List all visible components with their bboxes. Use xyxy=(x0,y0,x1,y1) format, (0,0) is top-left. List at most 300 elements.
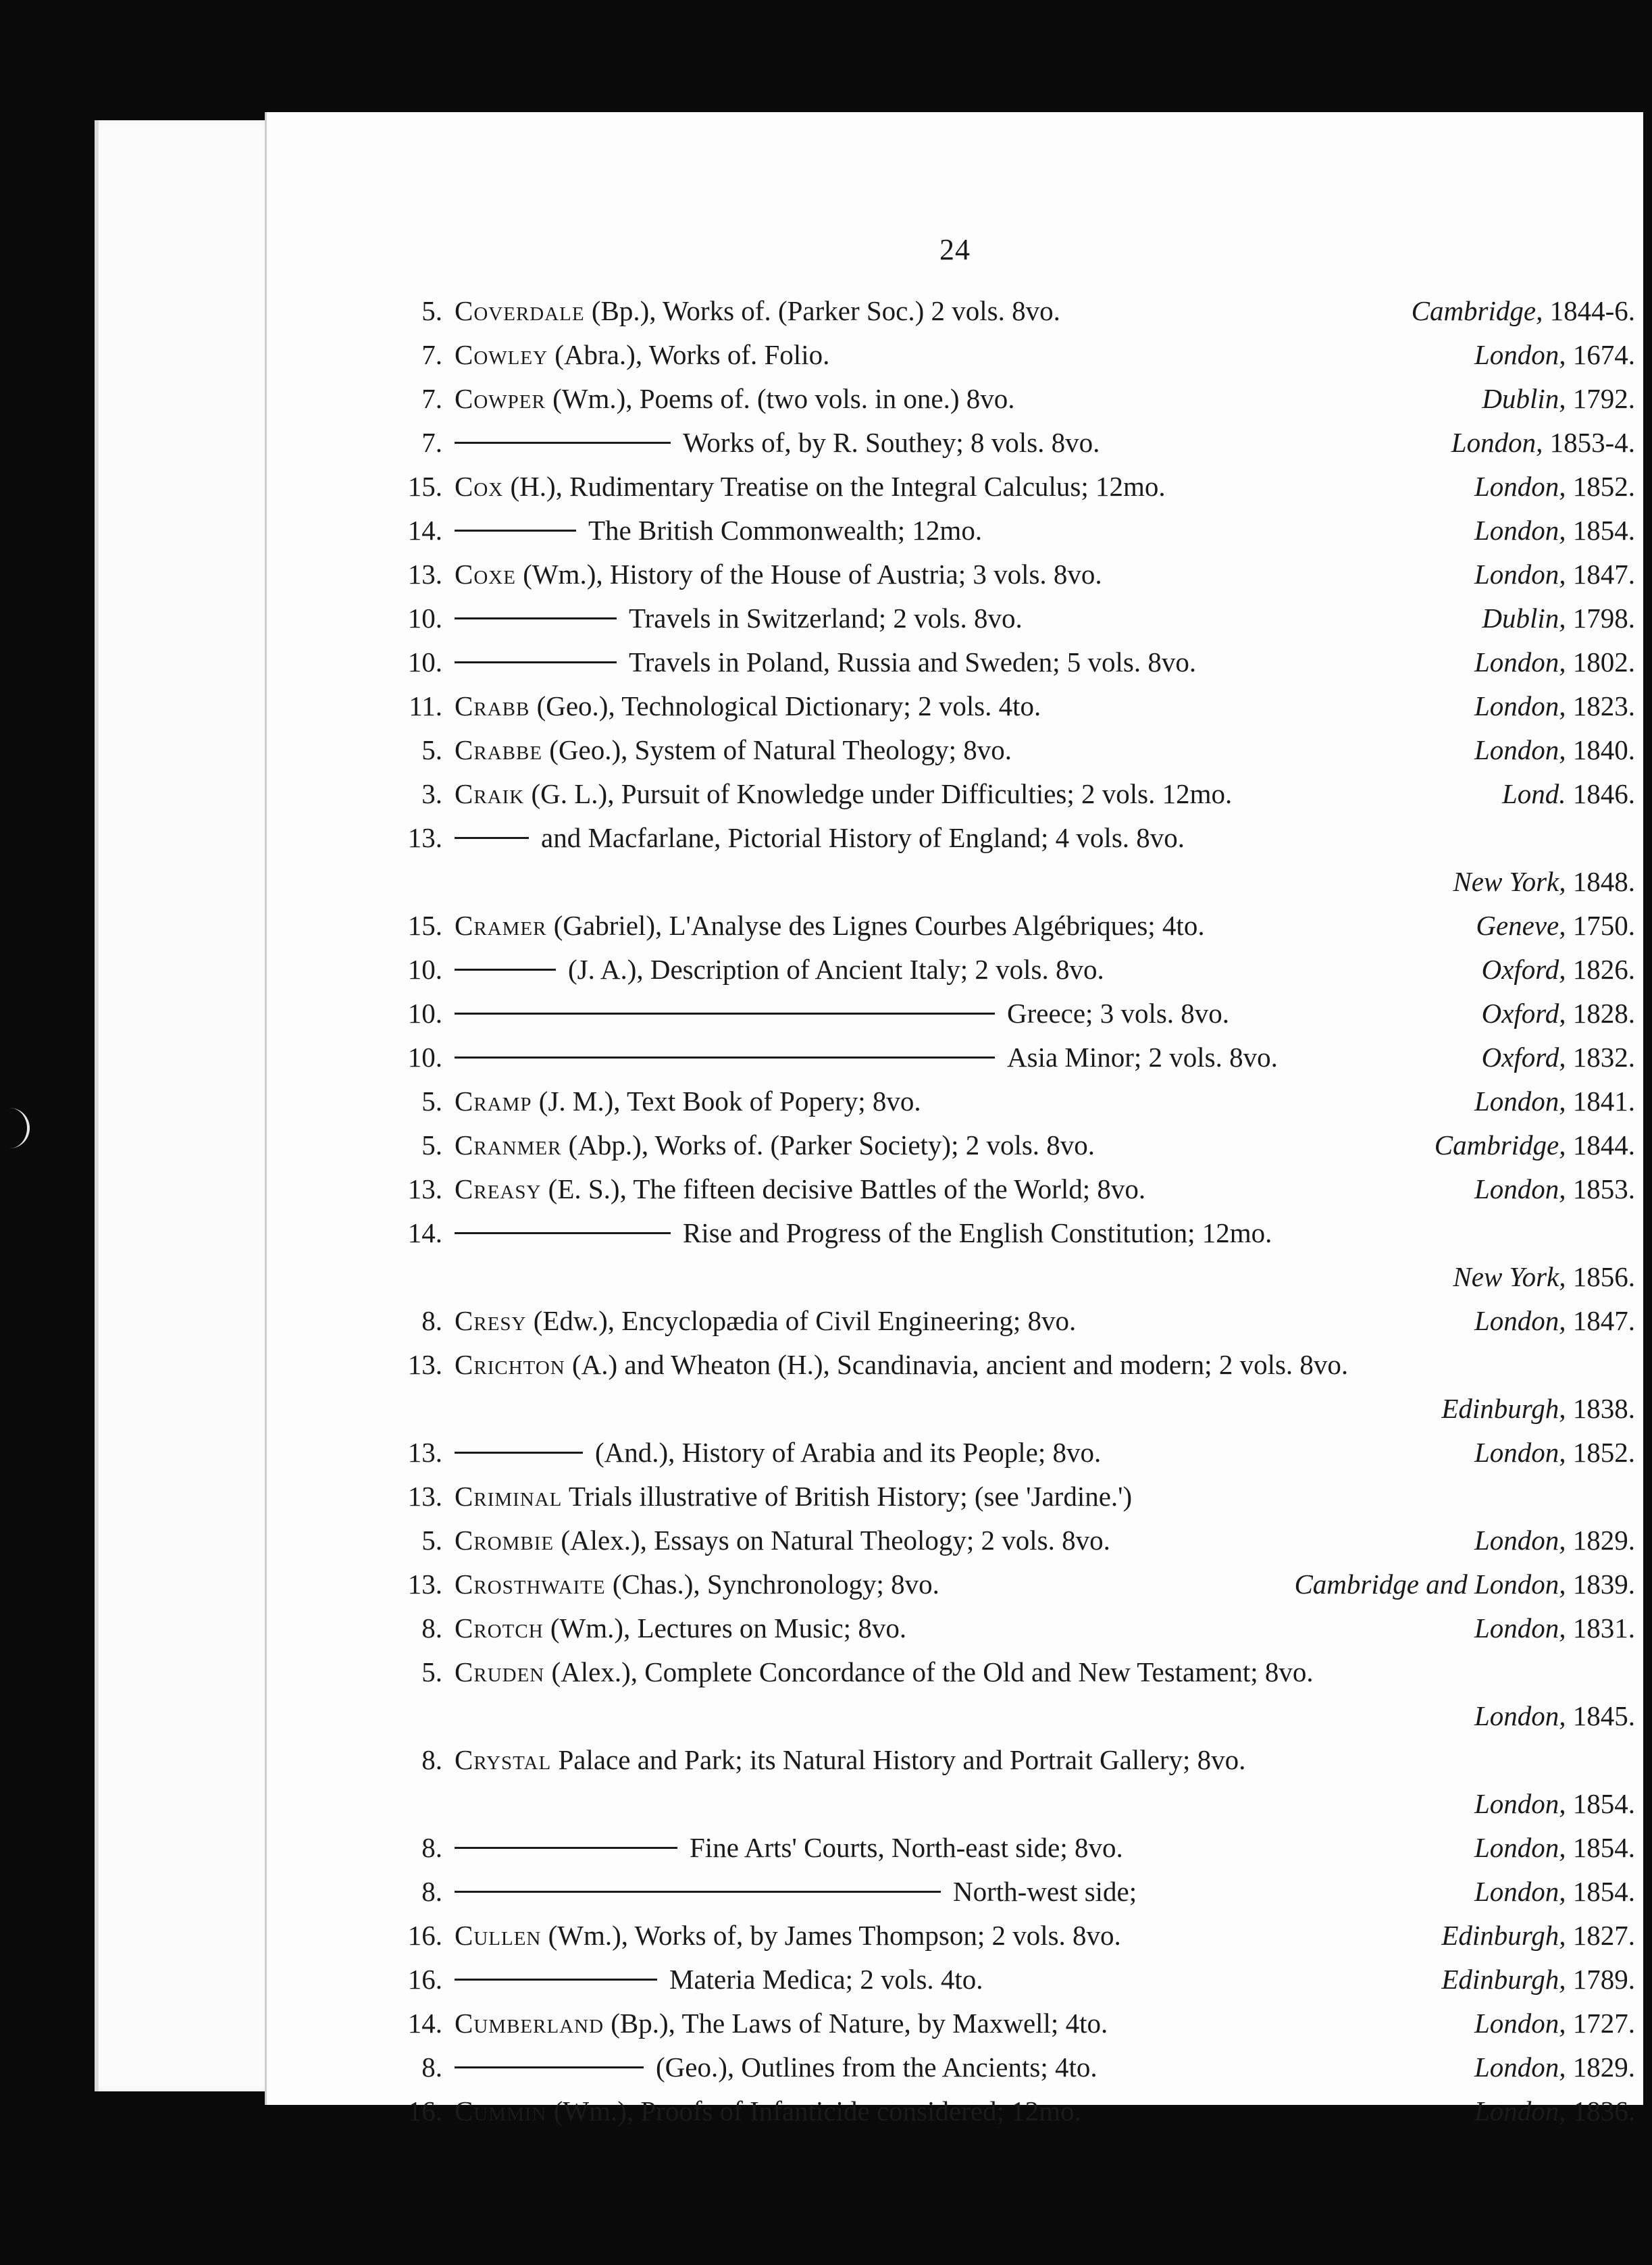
imprint-place: Cambridge and London, xyxy=(1294,1569,1566,1600)
imprint-year: 1802. xyxy=(1566,646,1635,678)
entry-number: 10. xyxy=(407,1042,442,1073)
catalog-entry xyxy=(375,1958,1635,2002)
catalog-entry xyxy=(375,992,1635,1036)
entry-description xyxy=(455,1914,1121,1958)
entry-title: (H.), Rudimentary Treatise on the Integral Calculus; 12mo. xyxy=(503,471,1166,502)
imprint-place: London, xyxy=(1474,1700,1566,1731)
catalog-entry xyxy=(375,2045,1635,2089)
entry-number: 14. xyxy=(407,515,442,546)
entry-number: 8. xyxy=(421,1305,442,1336)
imprint-year: 1854. xyxy=(1566,515,1635,546)
catalog-entry xyxy=(375,684,1635,728)
imprint-place: Oxford, xyxy=(1481,954,1566,985)
entry-title: (J. M.), Text Book of Popery; 8vo. xyxy=(532,1086,921,1117)
imprint xyxy=(1441,1958,1635,2002)
entry-title: (Wm.), Poems of. (two vols. in one.) 8vo. xyxy=(545,383,1015,414)
imprint-year: 1727. xyxy=(1566,2008,1635,2039)
imprint-year: 1854. xyxy=(1566,1876,1635,1907)
ditto-rule xyxy=(455,530,576,532)
catalog-entry xyxy=(375,904,1635,948)
imprint xyxy=(1474,2002,1635,2045)
imprint xyxy=(1474,1079,1635,1123)
entry-number: 8. xyxy=(421,1832,442,1863)
entry-title: The British Commonwealth; 12mo. xyxy=(588,515,983,546)
imprint xyxy=(1435,1123,1635,1167)
author-name: Crichton xyxy=(455,1349,565,1380)
imprint-place: London, xyxy=(1474,1305,1566,1336)
catalog-entry xyxy=(375,421,1635,465)
imprint-year: 1829. xyxy=(1566,2052,1635,2083)
catalog-entry xyxy=(375,1475,1635,1519)
entry-description xyxy=(455,289,1060,333)
imprint xyxy=(1441,1914,1635,1958)
entry-number: 5. xyxy=(421,1656,442,1687)
catalog-entry xyxy=(375,1211,1635,1255)
imprint-place: London, xyxy=(1474,559,1566,590)
entry-title: (Abp.), Works of. (Parker Society); 2 vols. 8vo. xyxy=(561,1129,1095,1161)
imprint xyxy=(1474,2089,1635,2133)
imprint xyxy=(1474,1606,1635,1650)
entry-description xyxy=(455,772,1232,816)
entry-title: Fine Arts' Courts, North-east side; 8vo. xyxy=(690,1832,1123,1863)
entry-description xyxy=(455,377,1015,421)
catalog-entry xyxy=(375,728,1635,772)
entry-number: 13. xyxy=(407,1481,442,1512)
catalog-entry xyxy=(375,1343,1635,1387)
entry-number: 13. xyxy=(407,1173,442,1204)
entry-title: (Wm.), Works of, by James Thompson; 2 vols. 8vo. xyxy=(541,1920,1121,1951)
author-name: Coverdale xyxy=(455,295,585,326)
entry-description xyxy=(455,421,1100,465)
entry-title: Greece; 3 vols. 8vo. xyxy=(1007,998,1230,1029)
entry-number: 8. xyxy=(421,1876,442,1907)
author-name: Cruden xyxy=(455,1656,545,1687)
imprint-place: London, xyxy=(1474,2052,1566,2083)
entry-number: 14. xyxy=(407,2008,442,2039)
imprint xyxy=(1474,1431,1635,1475)
catalog-entry xyxy=(375,1387,1635,1431)
catalog-entry xyxy=(375,465,1635,509)
catalog-entry xyxy=(375,1694,1635,1738)
author-name: Crystal xyxy=(455,1744,552,1775)
author-name: Cox xyxy=(455,471,504,502)
ditto-rule xyxy=(455,1452,583,1454)
imprint-year: 1789. xyxy=(1566,1964,1635,1995)
entry-description xyxy=(455,1036,1278,1079)
imprint xyxy=(1474,1826,1635,1870)
entry-number: 5. xyxy=(421,1525,442,1556)
ditto-rule xyxy=(455,661,617,663)
imprint-year: 1829. xyxy=(1566,1525,1635,1556)
imprint-place: Cambridge, xyxy=(1411,295,1543,326)
entry-description xyxy=(455,1650,1314,1694)
catalog-entry xyxy=(375,1299,1635,1343)
imprint xyxy=(1474,1870,1635,1914)
entry-title: (Geo.), System of Natural Theology; 8vo. xyxy=(542,734,1012,765)
entry-number: 13. xyxy=(407,1349,442,1380)
imprint xyxy=(1474,728,1635,772)
imprint-year: 1823. xyxy=(1566,690,1635,721)
imprint xyxy=(1482,992,1635,1036)
entry-title: Works of, by R. Southey; 8 vols. 8vo. xyxy=(683,427,1100,458)
imprint xyxy=(1474,1694,1635,1738)
imprint-place: Oxford, xyxy=(1481,998,1566,1029)
catalog-entry xyxy=(375,1036,1635,1079)
entry-title: Asia Minor; 2 vols. 8vo. xyxy=(1007,1042,1278,1073)
entry-number: 10. xyxy=(407,646,442,678)
entry-number: 8. xyxy=(421,1612,442,1644)
catalog-entry xyxy=(375,1431,1635,1475)
author-name: Crotch xyxy=(455,1612,544,1644)
ditto-rule xyxy=(455,1232,671,1234)
entry-description xyxy=(455,1299,1076,1343)
author-name: Cresy xyxy=(455,1305,527,1336)
entry-description xyxy=(455,596,1023,640)
catalog-entry xyxy=(375,1606,1635,1650)
entry-number: 11. xyxy=(409,690,442,721)
imprint-place: London, xyxy=(1474,1832,1566,1863)
imprint-place: Edinburgh, xyxy=(1441,1393,1566,1424)
imprint-year: 1798. xyxy=(1566,603,1635,634)
entry-description xyxy=(455,1738,1245,1782)
imprint-place: London, xyxy=(1474,1437,1566,1468)
imprint-year: 1844. xyxy=(1566,1129,1635,1161)
page-number: 24 xyxy=(939,233,971,266)
imprint xyxy=(1441,1387,1635,1431)
imprint-year: 1847. xyxy=(1566,559,1635,590)
catalog-entry xyxy=(375,1562,1635,1606)
entry-title: Materia Medica; 2 vols. 4to. xyxy=(669,1964,983,1995)
entry-description xyxy=(455,1826,1123,1870)
entry-title: (Bp.), Works of. (Parker Soc.) 2 vols. 8vo. xyxy=(584,295,1060,326)
imprint xyxy=(1474,1299,1635,1343)
imprint-year: 1854. xyxy=(1566,1832,1635,1863)
entry-number: 13. xyxy=(407,559,442,590)
catalog-entry xyxy=(375,2002,1635,2045)
entry-description xyxy=(455,948,1104,992)
imprint-place: London, xyxy=(1474,734,1566,765)
ditto-rule xyxy=(455,1979,657,1981)
catalog-entry xyxy=(375,1167,1635,1211)
catalog-entry xyxy=(375,1914,1635,1958)
entry-description xyxy=(455,1343,1348,1387)
author-name: Crosthwaite xyxy=(455,1569,606,1600)
catalog-entry xyxy=(375,2089,1635,2133)
catalog-entry xyxy=(375,596,1635,640)
author-name: Craik xyxy=(455,778,525,809)
entry-title: (J. A.), Description of Ancient Italy; 2 vols. 8vo. xyxy=(568,954,1104,985)
entry-title: Rise and Progress of the English Constitution; 12mo. xyxy=(683,1217,1272,1248)
imprint-year: 1841. xyxy=(1566,1086,1635,1117)
entry-title: (Abra.), Works of. Folio. xyxy=(548,339,830,370)
imprint-place: London, xyxy=(1474,1876,1566,1907)
entry-title: (Chas.), Synchronology; 8vo. xyxy=(605,1569,939,1600)
catalog-page xyxy=(265,112,1643,2127)
entry-title: (Gabriel), L'Analyse des Lignes Courbes Algébriques; 4to. xyxy=(546,910,1205,941)
imprint-year: 1828. xyxy=(1566,998,1635,1029)
entry-title: (And.), History of Arabia and its People; 8vo. xyxy=(595,1437,1102,1468)
entry-title: (Wm.), Lectures on Music; 8vo. xyxy=(543,1612,907,1644)
imprint xyxy=(1482,596,1635,640)
imprint-place: London, xyxy=(1474,471,1566,502)
imprint-place: Edinburgh, xyxy=(1441,1920,1566,1951)
entry-description xyxy=(455,1958,983,2002)
ditto-rule xyxy=(455,2066,644,2068)
entry-number: 10. xyxy=(407,603,442,634)
ditto-rule xyxy=(455,1057,995,1059)
imprint xyxy=(1474,509,1635,553)
imprint-year: 1792. xyxy=(1566,383,1635,414)
imprint-year: 1831. xyxy=(1566,1612,1635,1644)
entry-number: 13. xyxy=(407,1437,442,1468)
imprint-place: London, xyxy=(1474,1086,1566,1117)
entry-description xyxy=(455,904,1205,948)
entry-description xyxy=(455,509,982,553)
imprint-place: Dublin, xyxy=(1482,603,1566,634)
entry-number: 5. xyxy=(421,734,442,765)
entry-number: 8. xyxy=(421,2052,442,2083)
imprint-place: London, xyxy=(1474,2095,1566,2127)
imprint xyxy=(1476,904,1635,948)
entry-number: 13. xyxy=(407,822,442,853)
entry-number: 5. xyxy=(421,295,442,326)
entry-number: 14. xyxy=(407,1217,442,1248)
entry-title: Travels in Poland, Russia and Sweden; 5 vols. 8vo. xyxy=(629,646,1197,678)
imprint xyxy=(1453,1255,1635,1299)
entry-title: Trials illustrative of British History; (see 'Jardine.') xyxy=(562,1481,1133,1512)
entry-description xyxy=(455,1211,1272,1255)
entry-description xyxy=(455,1475,1132,1519)
imprint-place: Edinburgh, xyxy=(1441,1964,1566,1995)
entry-description xyxy=(455,728,1012,772)
imprint xyxy=(1474,1519,1635,1562)
entry-number: 15. xyxy=(407,910,442,941)
imprint xyxy=(1474,640,1635,684)
entry-title: (E. S.), The fifteen decisive Battles of the World; 8vo. xyxy=(541,1173,1146,1204)
entry-description xyxy=(455,640,1196,684)
imprint-year: 1838. xyxy=(1566,1393,1635,1424)
imprint-year: 1844-6. xyxy=(1543,295,1635,326)
author-name: Coxe xyxy=(455,559,516,590)
imprint-year: 1827. xyxy=(1566,1920,1635,1951)
entry-description xyxy=(455,2089,1081,2133)
entry-description xyxy=(455,1079,921,1123)
catalog-entry xyxy=(375,1255,1635,1299)
imprint-year: 1854. xyxy=(1566,1788,1635,1819)
catalog-entry xyxy=(375,1826,1635,1870)
imprint-place: Cambridge, xyxy=(1434,1129,1566,1161)
imprint-place: New York, xyxy=(1453,866,1566,897)
catalog-entry xyxy=(375,289,1635,333)
entry-title: (Geo.), Technological Dictionary; 2 vols. 4to. xyxy=(530,690,1041,721)
imprint xyxy=(1482,948,1635,992)
entry-title: (Edw.), Encyclopædia of Civil Engineering; 8vo. xyxy=(526,1305,1077,1336)
author-name: Cullen xyxy=(455,1920,542,1951)
imprint-place: London, xyxy=(1474,1173,1566,1204)
entry-description xyxy=(455,992,1229,1036)
entry-number: 7. xyxy=(421,339,442,370)
imprint-year: 1845. xyxy=(1566,1700,1635,1731)
author-name: Cummin xyxy=(455,2095,547,2127)
imprint xyxy=(1474,1167,1635,1211)
catalog-entry xyxy=(375,1123,1635,1167)
catalog-entries xyxy=(375,289,1635,2133)
imprint-place: London, xyxy=(1474,339,1566,370)
entry-number: 16. xyxy=(407,2095,442,2127)
entry-description xyxy=(455,465,1166,509)
author-name: Crombie xyxy=(455,1525,554,1556)
entry-title: (Alex.), Complete Concordance of the Old and New Testament; 8vo. xyxy=(544,1656,1314,1687)
imprint-place: London, xyxy=(1474,1525,1566,1556)
ditto-rule xyxy=(455,617,617,619)
ditto-rule xyxy=(455,442,671,444)
imprint-place: London, xyxy=(1474,2008,1566,2039)
entry-number: 5. xyxy=(421,1086,442,1117)
entry-number: 15. xyxy=(407,471,442,502)
imprint xyxy=(1474,465,1635,509)
entry-number: 16. xyxy=(407,1964,442,1995)
imprint xyxy=(1453,860,1635,904)
imprint xyxy=(1412,289,1635,333)
catalog-entry xyxy=(375,816,1635,860)
imprint-year: 1832. xyxy=(1566,1042,1635,1073)
author-name: Crabbe xyxy=(455,734,543,765)
entry-title: (G. L.), Pursuit of Knowledge under Difficulties; 2 vols. 12mo. xyxy=(524,778,1233,809)
catalog-entry xyxy=(375,772,1635,816)
catalog-entry xyxy=(375,1782,1635,1826)
catalog-entry xyxy=(375,860,1635,904)
catalog-entry xyxy=(375,1650,1635,1694)
entry-description xyxy=(455,1870,1137,1914)
imprint xyxy=(1451,421,1635,465)
ditto-rule xyxy=(455,1891,941,1893)
imprint-year: 1856. xyxy=(1566,1261,1635,1292)
entry-description xyxy=(455,1562,939,1606)
entry-number: 7. xyxy=(421,383,442,414)
imprint-year: 1853. xyxy=(1566,1173,1635,1204)
entry-title: (Geo.), Outlines from the Ancients; 4to. xyxy=(656,2052,1098,2083)
ditto-rule xyxy=(455,1013,995,1015)
imprint-year: 1846. xyxy=(1566,778,1635,809)
catalog-entry xyxy=(375,553,1635,596)
imprint-year: 1674. xyxy=(1566,339,1635,370)
catalog-entry xyxy=(375,333,1635,377)
imprint-place: Dublin, xyxy=(1482,383,1566,414)
imprint xyxy=(1294,1562,1635,1606)
entry-description xyxy=(455,333,829,377)
imprint xyxy=(1482,1036,1635,1079)
author-name: Cowper xyxy=(455,383,546,414)
imprint-year: 1852. xyxy=(1566,471,1635,502)
entry-title: Palace and Park; its Natural History and Portrait Gallery; 8vo. xyxy=(551,1744,1246,1775)
catalog-entry xyxy=(375,1738,1635,1782)
author-name: Cowley xyxy=(455,339,548,370)
catalog-entry xyxy=(375,948,1635,992)
catalog-entry xyxy=(375,509,1635,553)
imprint-year: 1839. xyxy=(1566,1569,1635,1600)
entry-number: 13. xyxy=(407,1569,442,1600)
catalog-entry xyxy=(375,1519,1635,1562)
entry-description xyxy=(455,2045,1098,2089)
catalog-entry xyxy=(375,377,1635,421)
catalog-entry xyxy=(375,1870,1635,1914)
imprint xyxy=(1502,772,1635,816)
author-name: Criminal xyxy=(455,1481,563,1512)
imprint-year: 1840. xyxy=(1566,734,1635,765)
author-name: Crabb xyxy=(455,690,530,721)
entry-title: (A.) and Wheaton (H.), Scandinavia, ancient and modern; 2 vols. 8vo. xyxy=(565,1349,1349,1380)
entry-description xyxy=(455,816,1185,860)
catalog-entry xyxy=(375,1079,1635,1123)
imprint-year: 1826. xyxy=(1566,954,1635,985)
page-left-edge xyxy=(95,120,274,2091)
imprint xyxy=(1474,2045,1635,2089)
imprint-place: London, xyxy=(1474,1612,1566,1644)
imprint-year: 1750. xyxy=(1566,910,1635,941)
imprint-year: 1836. xyxy=(1566,2095,1635,2127)
entry-title: Travels in Switzerland; 2 vols. 8vo. xyxy=(629,603,1023,634)
imprint-place: New York, xyxy=(1453,1261,1566,1292)
entry-number: 7. xyxy=(421,427,442,458)
ditto-rule xyxy=(455,969,556,971)
entry-description xyxy=(455,2002,1108,2045)
imprint-place: Geneve, xyxy=(1476,910,1566,941)
entry-title: (Alex.), Essays on Natural Theology; 2 vols. 8vo. xyxy=(554,1525,1110,1556)
entry-description xyxy=(455,1519,1110,1562)
catalog-entry xyxy=(375,640,1635,684)
imprint-place: London, xyxy=(1474,1788,1566,1819)
entry-description xyxy=(455,553,1102,596)
author-name: Cranmer xyxy=(455,1129,562,1161)
imprint xyxy=(1474,333,1635,377)
imprint-year: 1847. xyxy=(1566,1305,1635,1336)
imprint xyxy=(1474,1782,1635,1826)
entry-description xyxy=(455,684,1041,728)
author-name: Cumberland xyxy=(455,2008,604,2039)
imprint-place: London, xyxy=(1451,427,1543,458)
imprint-place: Oxford, xyxy=(1481,1042,1566,1073)
author-name: Creasy xyxy=(455,1173,542,1204)
imprint-place: London, xyxy=(1474,646,1566,678)
entry-title: (Wm.), Proofs of Infanticide considered; 12mo. xyxy=(546,2095,1081,2127)
entry-title: (Bp.), The Laws of Nature, by Maxwell; 4to. xyxy=(604,2008,1108,2039)
entry-description xyxy=(455,1606,906,1650)
imprint-year: 1848. xyxy=(1566,866,1635,897)
imprint-place: London, xyxy=(1474,690,1566,721)
imprint-year: 1852. xyxy=(1566,1437,1635,1468)
entry-title: (Wm.), History of the House of Austria; 3 vols. 8vo. xyxy=(515,559,1102,590)
entry-description xyxy=(455,1167,1145,1211)
entry-title: and Macfarlane, Pictorial History of England; 4 vols. 8vo. xyxy=(541,822,1185,853)
imprint-place: London, xyxy=(1474,515,1566,546)
entry-title: North-west side; xyxy=(953,1876,1137,1907)
imprint xyxy=(1474,684,1635,728)
entry-description xyxy=(455,1123,1095,1167)
entry-number: 16. xyxy=(407,1920,442,1951)
entry-number: 8. xyxy=(421,1744,442,1775)
imprint xyxy=(1482,377,1635,421)
imprint-place: Lond. xyxy=(1501,778,1566,809)
scan-margin-mark xyxy=(7,1108,30,1148)
imprint xyxy=(1474,553,1635,596)
ditto-rule xyxy=(455,1847,677,1849)
entry-number: 10. xyxy=(407,954,442,985)
ditto-rule xyxy=(455,837,529,839)
entry-number: 10. xyxy=(407,998,442,1029)
entry-description xyxy=(455,1431,1101,1475)
entry-number: 5. xyxy=(421,1129,442,1161)
imprint-year: 1853-4. xyxy=(1543,427,1635,458)
